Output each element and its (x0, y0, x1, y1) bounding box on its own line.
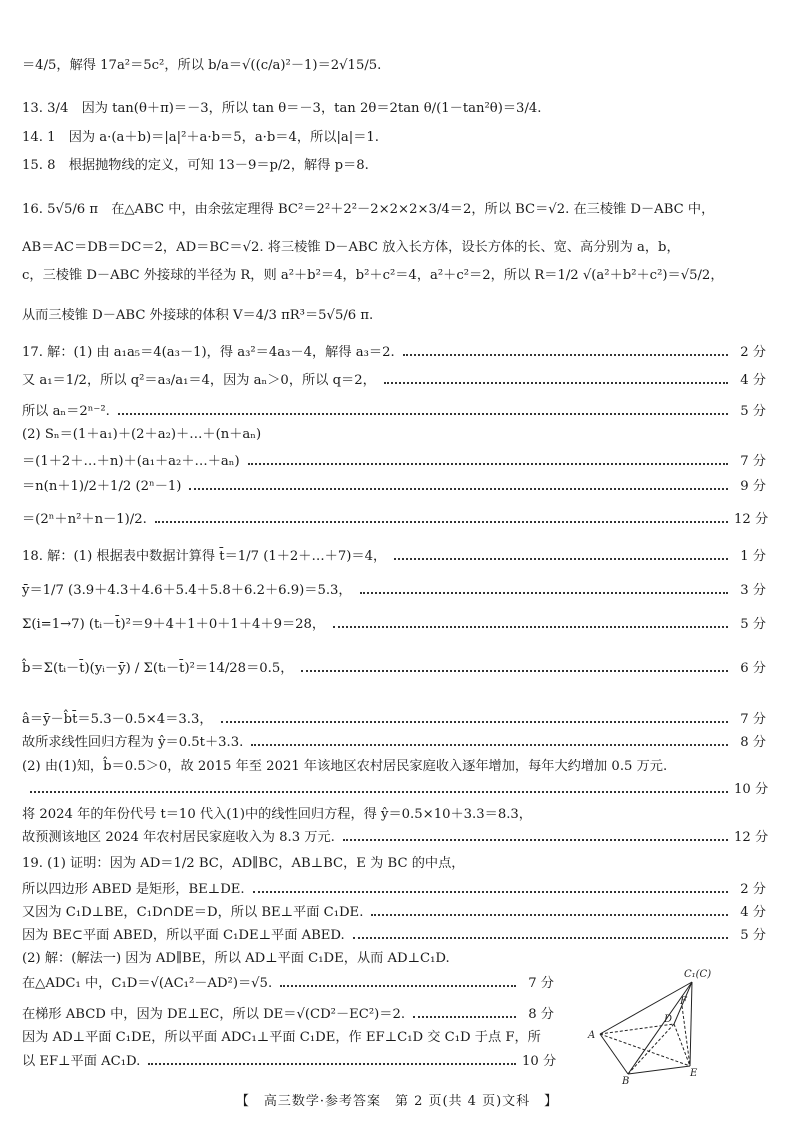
answer-line (22, 339, 766, 361)
answer-line (22, 473, 766, 495)
line-text: 16. 5√5/6 π 在△ABC 中，由余弦定理得 BC²＝2²＋2²－2×2×2×3/4＝2，所以 BC＝√2. 在三棱锥 D－ABC 中， (22, 201, 715, 217)
line-text: 18. 解：(1) 根据表中数据计算得 t̄＝1/7 (1＋2＋…＋7)＝4， (22, 548, 387, 564)
pyramid-figure (584, 968, 724, 1086)
edge-a-c1 (600, 982, 692, 1034)
score-label: 3 分 (740, 582, 766, 598)
dot-leader (221, 721, 728, 723)
line-text: 所以四边形 ABED 是矩形，BE⊥DE. (22, 881, 245, 897)
score-label: 12 分 (734, 511, 769, 527)
answer-line (22, 234, 766, 256)
line-text: 14. 1 因为 a·(a＋b)＝|a|²＋a·b＝5，a·b＝4，所以|a|＝1. (22, 129, 379, 145)
line-text: Σ(i=1→7) (tᵢ－t̄)²＝9＋4＋1＋0＋1＋4＋9＝28， (22, 616, 326, 632)
answer-line (22, 1024, 554, 1046)
line-text: ȳ＝1/7 (3.9＋4.3＋4.6＋5.4＋5.8＋6.2＋6.9)＝5.3， (22, 582, 352, 598)
line-text: 19. (1) 证明：因为 AD＝1/2 BC，AD∥BC，AB⊥BC，E 为 BC 的中点， (22, 855, 465, 871)
dot-leader (394, 558, 728, 560)
score-label: 6 分 (740, 660, 766, 676)
answer-line (22, 577, 766, 599)
dot-leader (155, 521, 728, 523)
dot-leader (189, 488, 728, 490)
dot-leader (301, 670, 728, 672)
answer-line (22, 611, 766, 633)
answer-line (22, 753, 766, 775)
dot-leader (360, 592, 728, 594)
answer-line (22, 448, 766, 470)
dot-leader (30, 791, 728, 793)
answer-line (22, 899, 766, 921)
answer-line (22, 729, 766, 751)
line-text: ＝(2ⁿ＋n²＋n－1)/2. (22, 511, 147, 527)
dot-leader (343, 839, 728, 841)
score-label: 7 分 (528, 975, 554, 991)
line-text: 故所求线性回归方程为 ŷ＝0.5t＋3.3. (22, 734, 244, 750)
score-label: 5 分 (740, 403, 766, 419)
line-text: ＝4/5，解得 17a²＝5c²，所以 b/a＝√((c/a)²－1)＝2√15/5. (22, 57, 382, 73)
answer-line (22, 52, 766, 74)
answer-line (22, 850, 766, 872)
score-label: 4 分 (740, 372, 766, 388)
score-label: 10 分 (734, 781, 769, 797)
score-label: 1 分 (740, 548, 766, 564)
label-e: E (690, 1068, 698, 1079)
line-text: 17. 解：(1) 由 a₁a₅＝4(a₃－1)，得 a₃²＝4a₃－4，解得 a₃＝2. (22, 344, 395, 360)
dot-leader (148, 1063, 516, 1065)
answer-line (22, 1001, 554, 1023)
answer-line (22, 95, 766, 117)
label-d: D (664, 1014, 673, 1025)
line-text: (2) 解：(解法一) 因为 AD∥BE，所以 AD⊥平面 C₁DE，从而 AD⊥C₁D. (22, 950, 450, 966)
dot-leader (248, 463, 728, 465)
answer-line (22, 152, 766, 174)
line-text: 以 EF⊥平面 AC₁D. (22, 1053, 141, 1069)
line-text: 因为 BE⊂平面 ABED，所以平面 C₁DE⊥平面 ABED. (22, 927, 345, 943)
score-label: 8 分 (740, 734, 766, 750)
line-text: 将 2024 年的年份代号 t＝10 代入(1)中的线性回归方程，得 ŷ＝0.5×10＋3.3＝8.3， (22, 806, 532, 822)
dot-leader (253, 891, 728, 893)
line-text: â＝ȳ－b̂t̄＝5.3－0.5×4＝3.3， (22, 711, 213, 727)
answer-line (22, 262, 766, 284)
edge-b-d (628, 1024, 674, 1074)
answer-line (22, 922, 766, 944)
edge-f-e (682, 1006, 690, 1066)
edge-e-c1 (690, 982, 692, 1066)
edge-d-e (674, 1024, 690, 1066)
line-text: 所以 aₙ＝2ⁿ⁻². (22, 403, 110, 419)
dot-leader (413, 1016, 516, 1018)
answer-line (22, 124, 766, 146)
answer-line (22, 506, 769, 528)
dot-leader (333, 626, 728, 628)
edge-a-b (600, 1034, 628, 1074)
line-text: AB＝AC＝DB＝DC＝2，AD＝BC＝√2. 将三棱锥 D－ABC 放入长方体，设长方体的长、宽、高分别为 a，b， (22, 239, 680, 255)
score-label: 2 分 (740, 881, 766, 897)
dot-leader (403, 354, 728, 356)
line-text: 在△ADC₁ 中，C₁D＝√(AC₁²－AD²)＝√5. (22, 975, 273, 991)
score-label: 5 分 (740, 927, 766, 943)
line-text: 从而三棱锥 D－ABC 外接球的体积 V＝4/3 πR³＝5√5/6 π. (22, 307, 374, 323)
line-text: 13. 3/4 因为 tan(θ＋π)＝－3，所以 tan θ＝－3，tan 2θ＝2tan θ/(1－tan²θ)＝3/4. (22, 100, 542, 116)
line-text: c，三棱锥 D－ABC 外接球的半径为 R，则 a²＋b²＝4，b²＋c²＝4，a²＋c²＝2，所以 R＝1/2 √(a²＋b²＋c²)＝√5/2， (22, 267, 724, 283)
dot-leader (353, 937, 728, 939)
line-text: 又 a₁＝1/2，所以 q²＝a₃/a₁＝4，因为 aₙ＞0，所以 q＝2， (22, 372, 376, 388)
edge-a-d (600, 1024, 674, 1034)
answer-line (22, 1048, 557, 1070)
answer-line (22, 776, 769, 798)
page-footer: 【 高三数学·参考答案 第 2 页(共 4 页)文科 】 (235, 1094, 559, 1109)
edge-a-e (600, 1034, 690, 1066)
answer-line (22, 398, 766, 420)
score-label: 2 分 (740, 344, 766, 360)
score-label: 4 分 (740, 904, 766, 920)
answer-line (22, 824, 769, 846)
answer-line (22, 876, 766, 898)
score-label: 5 分 (740, 616, 766, 632)
line-text: 因为 AD⊥平面 C₁DE，所以平面 ADC₁⊥平面 C₁DE，作 EF⊥C₁D 交 C₁D 于点 F，所 (22, 1029, 541, 1045)
answer-line (22, 706, 766, 728)
line-text: ＝(1＋2＋…＋n)＋(a₁＋a₂＋…＋aₙ) (22, 453, 240, 469)
dot-leader (280, 985, 516, 987)
label-c1: C₁(C) (684, 969, 712, 980)
dot-leader (371, 914, 728, 916)
score-label: 7 分 (740, 453, 766, 469)
line-text: 又因为 C₁D⊥BE，C₁D∩DE＝D，所以 BE⊥平面 C₁DE. (22, 904, 364, 920)
line-text: ＝n(n＋1)/2＋1/2 (2ⁿ－1) (22, 478, 182, 494)
answer-line (22, 421, 766, 443)
line-text: 在梯形 ABCD 中，因为 DE⊥EC，所以 DE＝√(CD²－EC²)＝2. (22, 1006, 406, 1022)
score-label: 7 分 (740, 711, 766, 727)
score-label: 8 分 (528, 1006, 554, 1022)
label-f: F (680, 996, 687, 1007)
label-a: A (588, 1030, 596, 1041)
answer-line (22, 801, 766, 823)
answer-line (22, 196, 766, 218)
line-text: b̂＝Σ(tᵢ－t̄)(yᵢ－ȳ) / Σ(tᵢ－t̄)²＝14/28＝0.5， (22, 660, 294, 676)
dot-leader (118, 413, 728, 415)
dot-leader (251, 744, 728, 746)
label-b: B (622, 1076, 630, 1086)
line-text: (2) 由(1)知，b̂＝0.5＞0，故 2015 年至 2021 年该地区农村居民家庭收入逐年增加，每年大约增加 0.5 万元. (22, 758, 668, 774)
answer-line (22, 655, 766, 677)
score-label: 12 分 (734, 829, 769, 845)
answer-line (22, 945, 766, 967)
line-text: 15. 8 根据抛物线的定义，可知 13－9＝p/2，解得 p＝8. (22, 157, 369, 173)
line-text: (2) Sₙ＝(1＋a₁)＋(2＋a₂)＋…＋(n＋aₙ) (22, 426, 262, 442)
edge-b-e (628, 1066, 690, 1074)
answer-line (22, 543, 766, 565)
answer-line (22, 970, 554, 992)
answer-line (22, 302, 766, 324)
dot-leader (384, 382, 728, 384)
line-text: 故预测该地区 2024 年农村居民家庭收入为 8.3 万元. (22, 829, 335, 845)
score-label: 10 分 (522, 1053, 557, 1069)
answer-line (22, 367, 766, 389)
score-label: 9 分 (740, 478, 766, 494)
